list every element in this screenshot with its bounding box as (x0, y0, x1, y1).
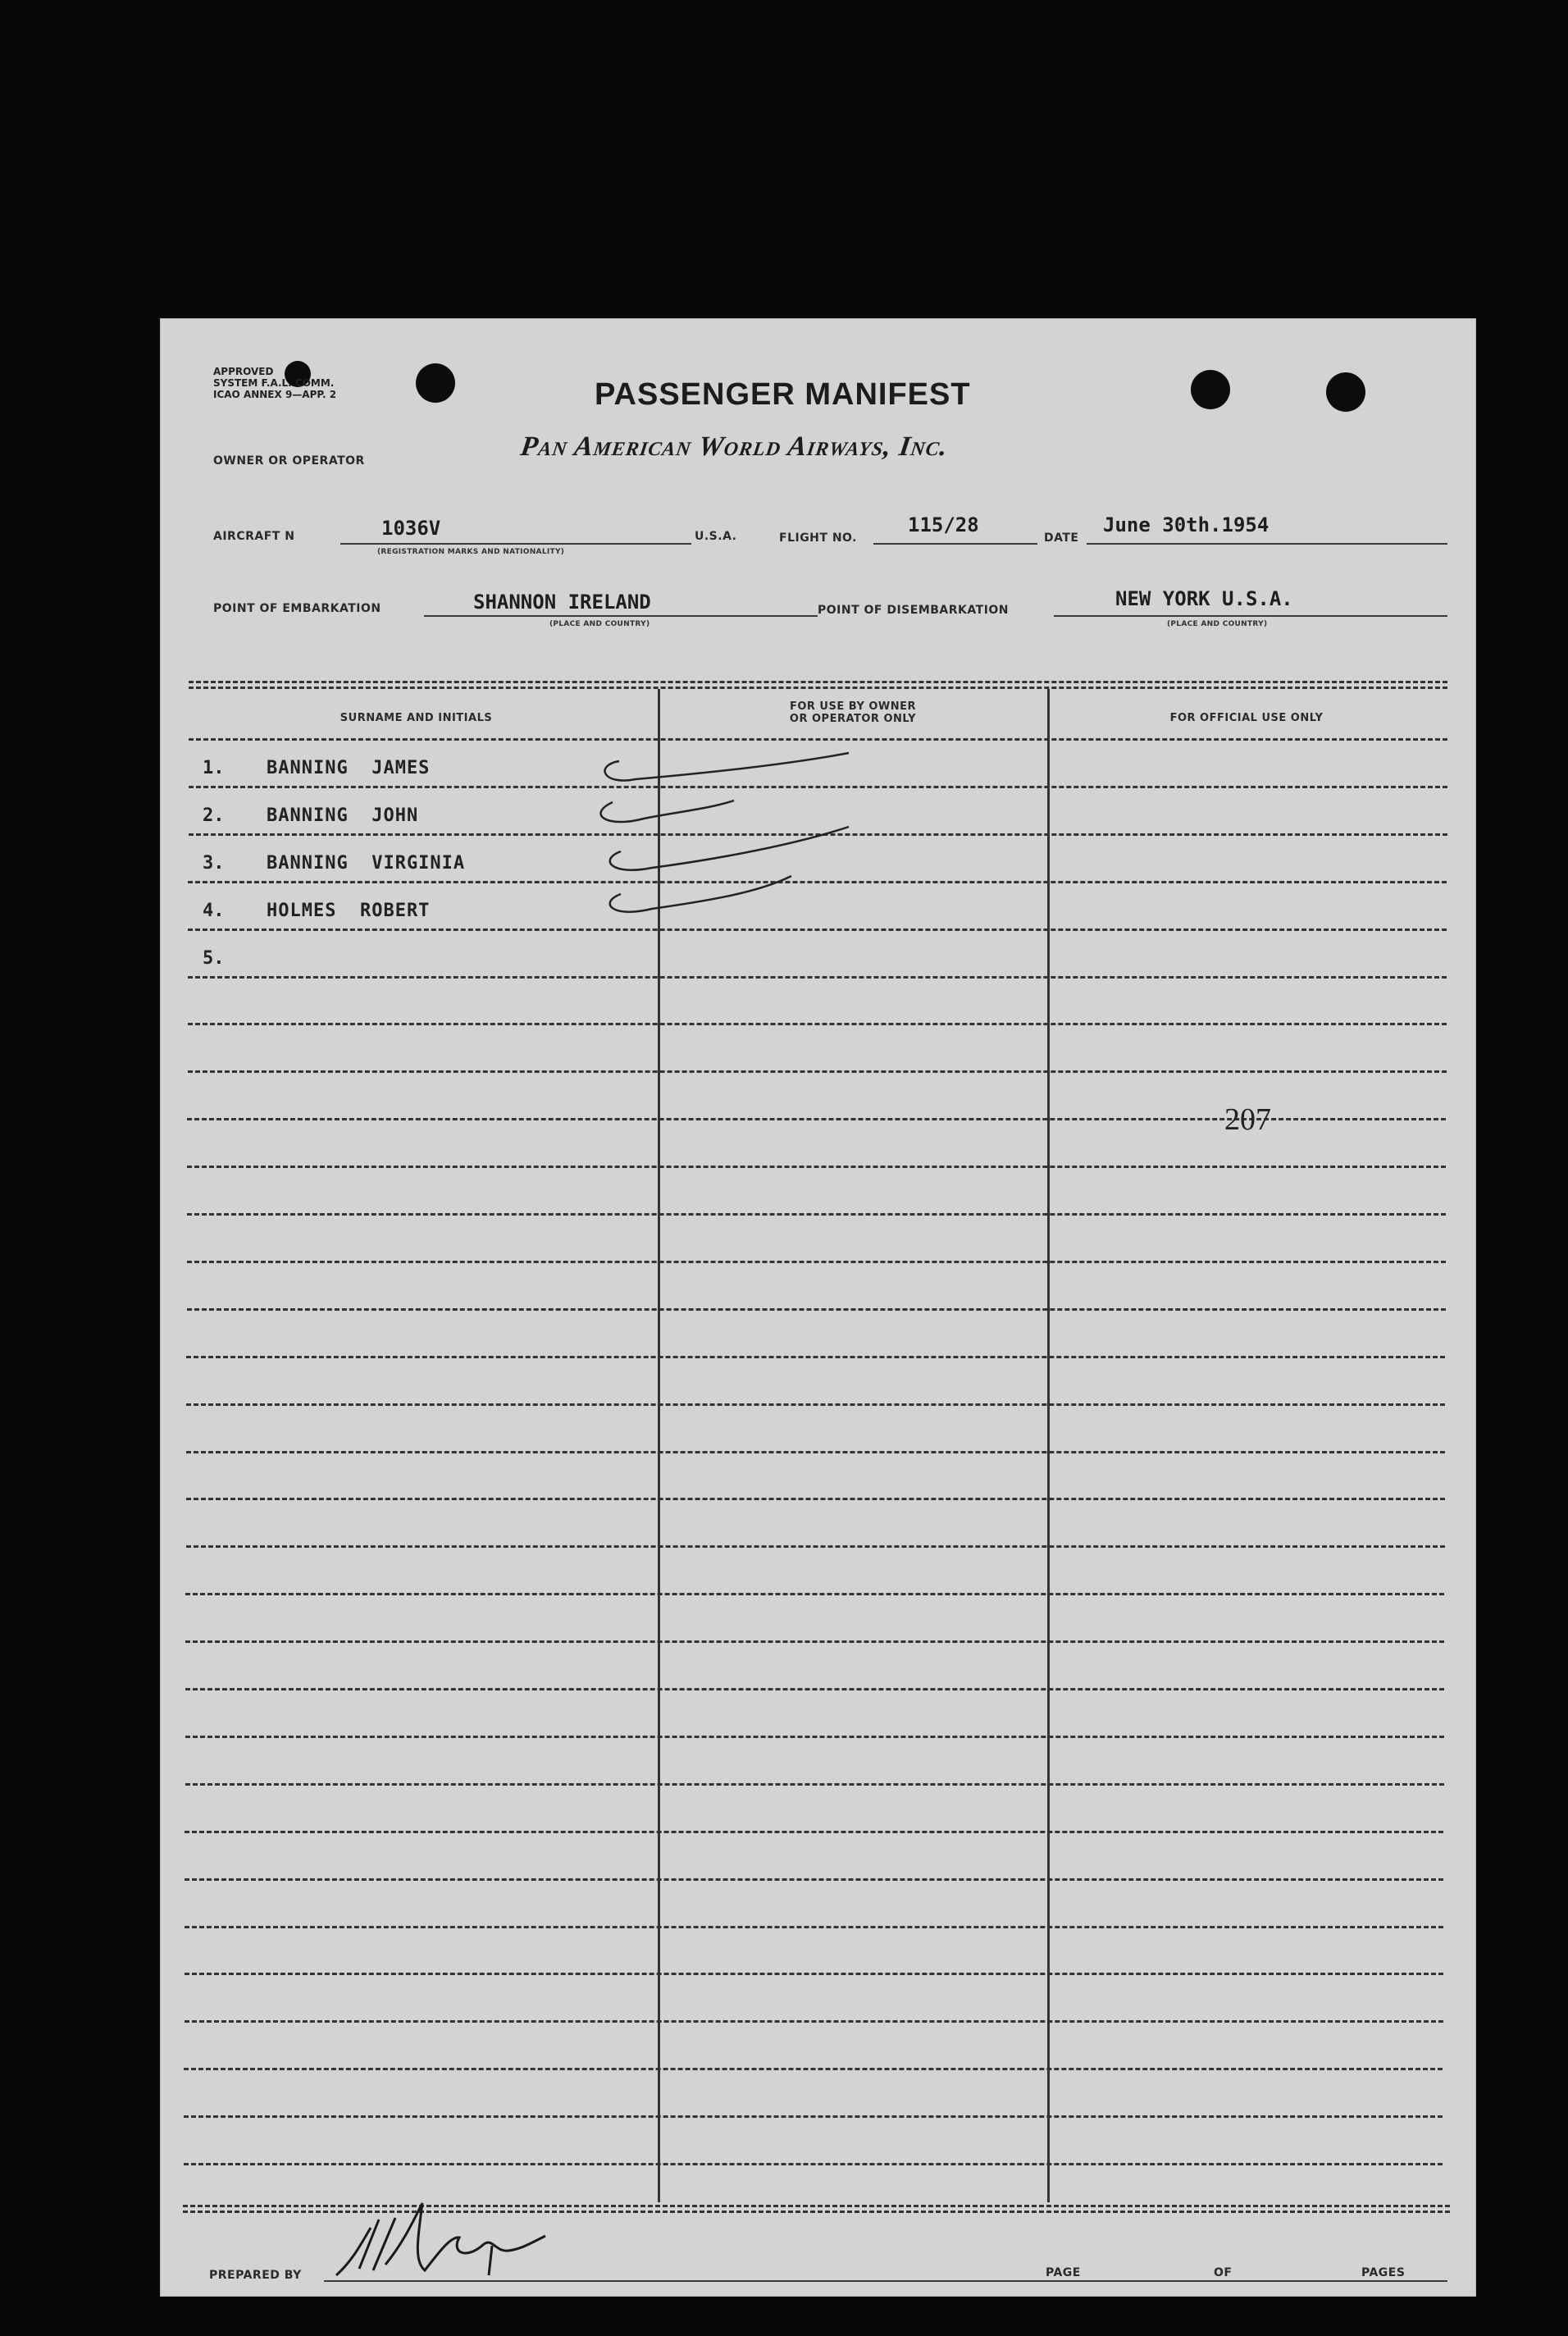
stamp-line: APPROVED (213, 366, 274, 377)
embarkation-sublabel: (PLACE AND COUNTRY) (549, 620, 650, 628)
row-number: 1. (203, 757, 225, 778)
stamp-line: ICAO ANNEX 9—APP. 2 (213, 389, 337, 400)
punch-hole (1326, 372, 1365, 412)
punch-hole (416, 363, 455, 403)
passenger-name: HOLMES ROBERT (267, 900, 431, 921)
row-rule (184, 2163, 1443, 2165)
embarkation-label: POINT OF EMBARKATION (213, 602, 381, 615)
row-number: 2. (203, 805, 225, 826)
row-rule (184, 2068, 1443, 2070)
passenger-name: BANNING JAMES (267, 757, 431, 778)
embarkation-value: SHANNON IRELAND (473, 591, 651, 614)
aircraft-field-line (340, 543, 691, 545)
check-mark (605, 753, 849, 781)
column-header-owner-line: OR OPERATOR ONLY (789, 713, 917, 725)
column-header-surname: SURNAME AND INITIALS (340, 712, 493, 724)
row-number: 5. (203, 947, 225, 969)
row-rule (186, 1451, 1445, 1453)
official-note: 207 (1224, 1102, 1271, 1137)
row-rule (186, 1403, 1445, 1406)
aircraft-label: AIRCRAFT N (213, 530, 295, 543)
of-label: OF (1214, 2266, 1233, 2279)
date-value: June 30th.1954 (1103, 513, 1269, 536)
company-name: Pan American World Airways, Inc. (518, 431, 950, 462)
row-rule (185, 1831, 1443, 1833)
check-mark (601, 801, 734, 822)
check-marks (586, 737, 980, 1245)
disembarkation-field-line (1054, 615, 1447, 617)
disembarkation-sublabel: (PLACE AND COUNTRY) (1167, 620, 1268, 628)
column-header-owner (660, 700, 1046, 725)
row-rule (187, 1261, 1446, 1263)
column-header-official: FOR OFFICIAL USE ONLY (1169, 712, 1324, 724)
row-rule (187, 1308, 1446, 1311)
aircraft-value: 1036V (381, 517, 441, 540)
row-rule (185, 1640, 1444, 1643)
row-number: 4. (203, 900, 225, 921)
page-label: PAGE (1046, 2266, 1081, 2279)
date-label: DATE (1044, 532, 1079, 545)
row-rule (185, 1593, 1444, 1595)
signature (328, 2195, 574, 2285)
table-top-rule (189, 681, 1447, 683)
check-mark (610, 876, 791, 912)
table-top-rule (189, 687, 1447, 689)
flight-label: FLIGHT NO. (779, 532, 857, 545)
row-rule (185, 1688, 1444, 1690)
row-rule (186, 1498, 1445, 1500)
row-rule (185, 1783, 1444, 1786)
column-header-owner-line: FOR USE BY OWNER (789, 700, 917, 713)
row-rule (185, 2020, 1443, 2023)
embarkation-field-line (424, 615, 818, 617)
check-mark (610, 827, 849, 870)
approval-stamp (213, 366, 369, 400)
stamp-line: SYSTEM F.A.L. COMM. (213, 377, 335, 389)
aircraft-sublabel: (REGISTRATION MARKS AND NATIONALITY) (377, 548, 565, 556)
row-rule (186, 1356, 1445, 1358)
row-rule (186, 1545, 1445, 1548)
manifest-sheet (160, 318, 1476, 2297)
country-label: U.S.A. (695, 530, 737, 543)
page-title: PASSENGER MANIFEST (595, 377, 971, 412)
row-rule (185, 1973, 1443, 1975)
date-field-line (1087, 543, 1447, 545)
row-rule (185, 1736, 1444, 1738)
row-number: 3. (203, 852, 225, 874)
flight-value: 115/28 (908, 513, 979, 536)
prepared-by-label: PREPARED BY (209, 2269, 302, 2282)
flight-field-line (873, 543, 1037, 545)
row-rule (185, 1878, 1443, 1881)
disembarkation-label: POINT OF DISEMBARKATION (818, 604, 1010, 617)
punch-hole (1191, 370, 1230, 409)
row-rule (184, 2115, 1443, 2118)
disembarkation-value: NEW YORK U.S.A. (1115, 587, 1293, 610)
pages-label: PAGES (1361, 2266, 1406, 2279)
passenger-name: BANNING JOHN (267, 805, 419, 826)
passenger-name: BANNING VIRGINIA (267, 852, 466, 874)
row-rule (185, 1926, 1443, 1928)
owner-operator-label: OWNER OR OPERATOR (213, 454, 365, 468)
